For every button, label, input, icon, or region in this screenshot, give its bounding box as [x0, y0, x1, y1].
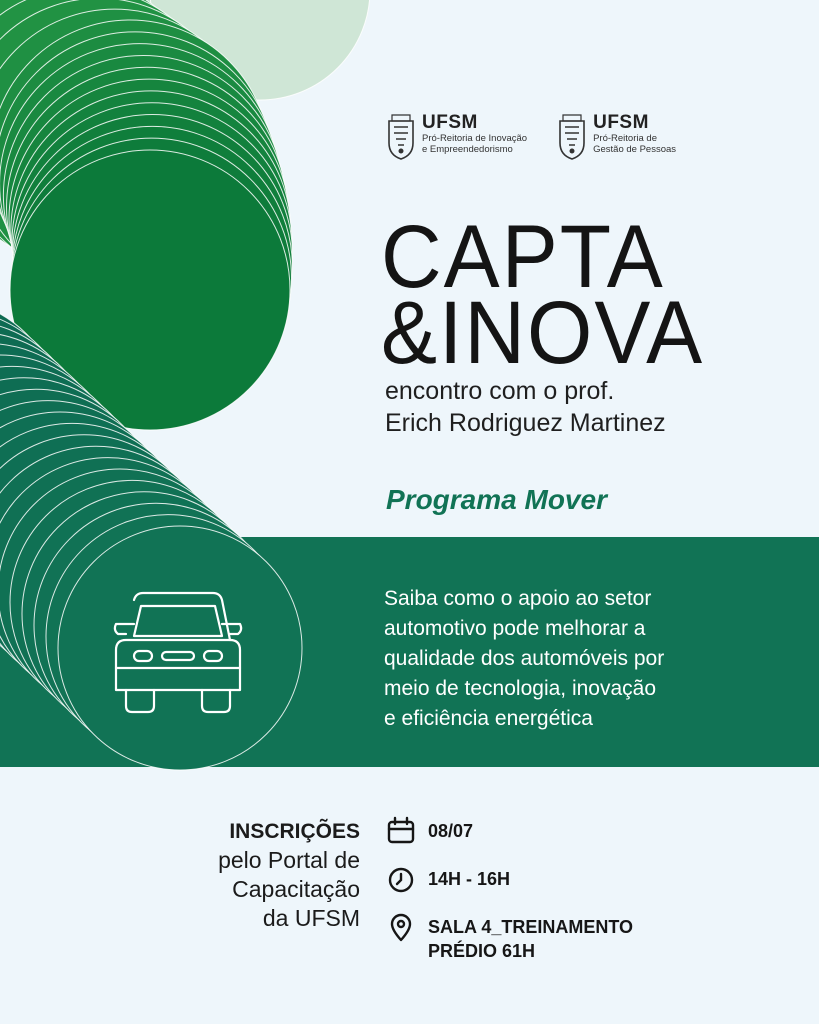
- event-details: [386, 816, 633, 981]
- registration-line1: INSCRIÇÕES: [229, 820, 360, 843]
- description-line3: qualidade dos automóveis por: [384, 647, 665, 670]
- date-row: [386, 816, 633, 846]
- logos: [386, 113, 676, 161]
- event-time: 14H - 16H: [428, 869, 511, 889]
- subtitle-line1: encontro com o prof.: [385, 377, 615, 405]
- time-row: [386, 864, 633, 894]
- title-line2: &INOVA: [381, 282, 705, 383]
- event-description: [384, 584, 804, 734]
- ufsm-seal-icon: [557, 113, 587, 161]
- decorative-ring: [58, 526, 302, 770]
- ufsm-logo-inovacao: [386, 113, 527, 161]
- event-location-line1: SALA 4_TREINAMENTO: [428, 917, 634, 937]
- calendar-icon: [386, 816, 416, 846]
- dark-green-circle-stack: [0, 298, 302, 770]
- logo-sub-line1: Pró-Reitoria de: [593, 133, 657, 144]
- registration-line3: Capacitação: [232, 876, 360, 902]
- clock-icon: [386, 864, 416, 894]
- event-date: 08/07: [428, 821, 474, 841]
- description-line2: automotivo pode melhorar a: [384, 617, 646, 640]
- description-line4: meio de tecnologia, inovação: [384, 677, 657, 700]
- logo-sub-line2: e Empreendedorismo: [422, 144, 513, 155]
- logo-sub-line1: Pró-Reitoria de Inovação: [422, 133, 528, 144]
- registration-line2: pelo Portal de: [218, 847, 360, 873]
- location-pin-icon: [386, 912, 416, 942]
- logo-name: UFSM: [422, 112, 478, 133]
- registration-line4: da UFSM: [262, 905, 360, 931]
- event-subtitle: [385, 375, 666, 439]
- location-row: [386, 912, 633, 963]
- ufsm-logo-gestao: [557, 113, 676, 161]
- subtitle-line2: Erich Rodriguez Martinez: [385, 409, 666, 437]
- ufsm-seal-icon: [386, 113, 416, 161]
- title-line1: CAPTA: [381, 206, 665, 306]
- event-title: [381, 206, 705, 383]
- logo-name: UFSM: [593, 112, 649, 133]
- registration-info: [218, 817, 360, 933]
- program-name: Programa Mover: [386, 484, 607, 515]
- logo-sub-line2: Gestão de Pessoas: [593, 144, 677, 155]
- description-line5: e eficiência energética: [384, 707, 593, 730]
- event-location-line2: PRÉDIO 61H: [428, 941, 536, 961]
- description-line1: Saiba como o apoio ao setor: [384, 587, 652, 610]
